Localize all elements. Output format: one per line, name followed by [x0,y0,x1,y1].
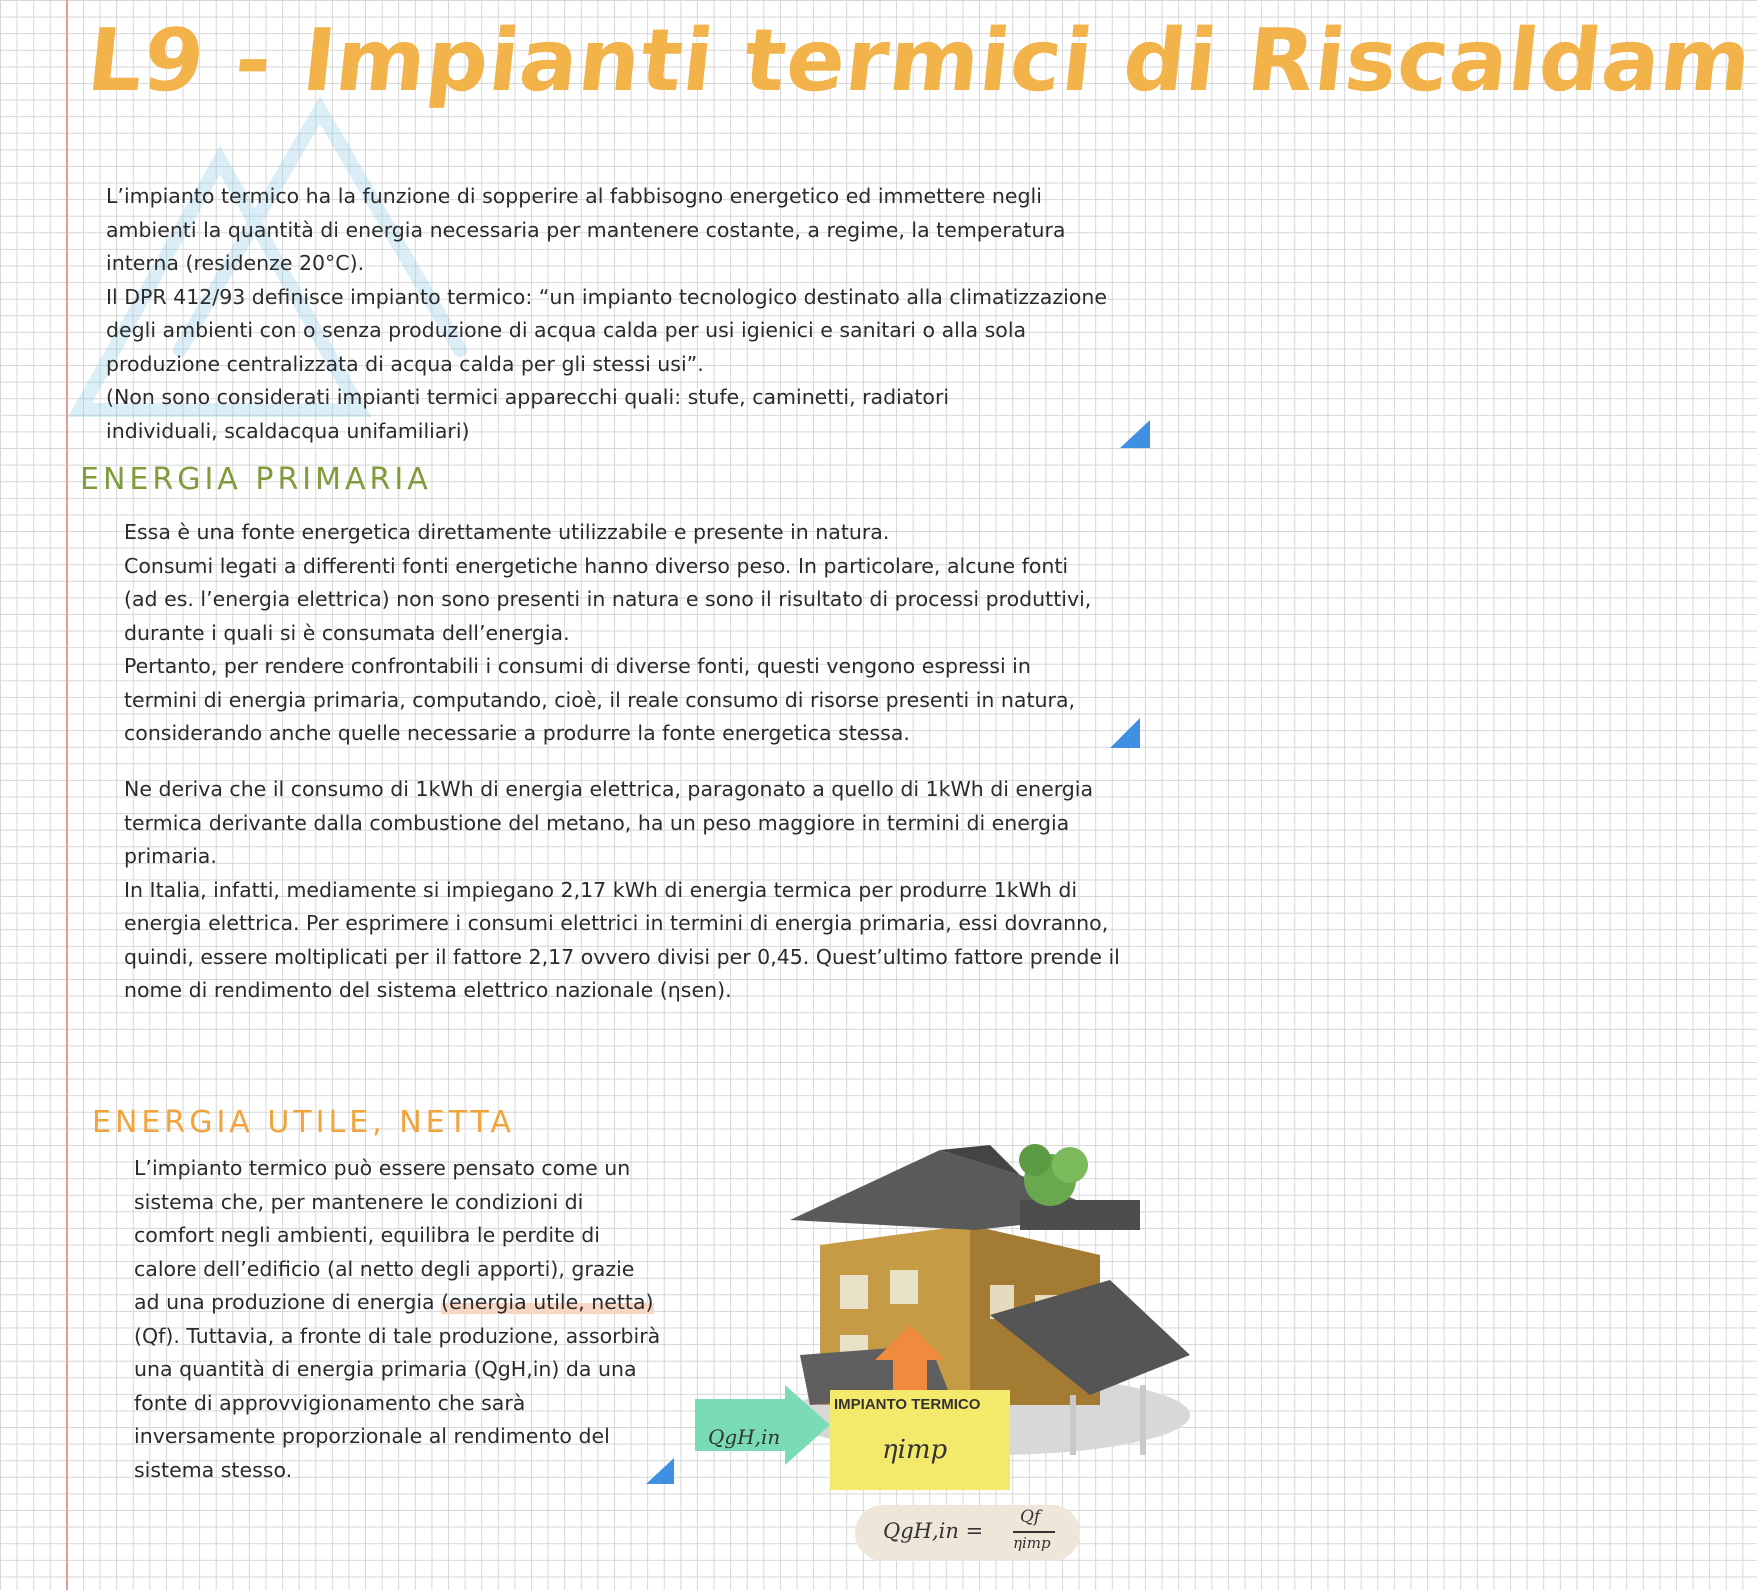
energia-primaria-block-1 [124,516,1104,751]
ep-paragraph-2: Consumi legati a differenti fonti energetiche hanno diverso peso. In particolare, alcune fonti (ad es. l’energia elettrica) non sono presenti in natura e sono il risultato di processi produttivi, durante i quali si è consumata dell’energia. [124,553,1092,645]
eu-paragraph [134,1152,664,1487]
intro-paragraph-2: Il DPR 412/93 definisce impianto termico: “un impianto tecnologico destinato alla climatizzazione degli ambienti con o senza produzione di acqua calda per usi igienici e sanitari o alla sola produzione centralizzata di acqua calda per gli stessi usi”. [106,284,1107,376]
corner-marker-icon [1110,718,1140,748]
formula-denominator: ηimp [1013,1534,1051,1552]
corner-marker-icon [646,1458,674,1484]
ep-paragraph-4: Ne deriva che il consumo di 1kWh di energia elettrica, paragonato a quello di 1kWh di energia termica derivante dalla combustione del metano, ha un peso maggiore in termini di energia primaria. [124,777,1094,868]
eu-text-highlight: (energia utile, netta) [441,1290,654,1314]
ep-paragraph-3: Pertanto, per rendere confrontabili i consumi di diverse fonti, questi vengono espressi in termini di energia primaria, computando, cioè, il reale consumo di risorse presenti in natura, considerando anche quelle necessarie a produrre la fonte energetica stessa. [124,654,1076,745]
formula-fraction-bar [1013,1531,1055,1533]
section-heading-energia-primaria: ENERGIA PRIMARIA [80,462,432,497]
input-energy-label: QgH,in [708,1425,781,1449]
formula-pill [855,1505,1080,1561]
page-title: L9 - Impianti termici di Riscaldam [82,11,1757,111]
intro-paragraph-3: (Non sono considerati impianti termici apparecchi quali: stufe, caminetti, radiatori individuali, scaldacqua unifamiliari) [106,385,950,443]
intro-text [106,180,1126,448]
eu-text-before: L’impianto termico può essere pensato come un sistema che, per mantenere le condizioni di comfort negli ambienti, equilibra le perdite di calore dell’edificio (al netto degli apporti), grazie ad una produzione di energia [134,1156,635,1314]
corner-marker-icon [1120,420,1150,448]
energia-utile-text [134,1152,664,1487]
impianto-termico-label: IMPIANTO TERMICO [834,1396,981,1413]
formula-left: QgH,in = [883,1519,984,1543]
impianto-termico-box [830,1390,1010,1490]
energia-primaria-block-2 [124,773,1124,1008]
section-heading-energia-utile: ENERGIA UTILE, NETTA [92,1105,515,1140]
ep-paragraph-1: Essa è una fonte energetica direttamente utilizzabile e presente in natura. [124,520,890,544]
intro-paragraph-1: L’impianto termico ha la funzione di sopperire al fabbisogno energetico ed immettere negli ambienti la quantità di energia necessaria per mantenere costante, a regime, la temperatura interna (residenze 20°C). [106,184,1066,275]
eu-text-after: (Qf). Tuttavia, a fronte di tale produzione, assorbirà una quantità di energia primaria (QgH,in) da una fonte di approvvigionamento che sarà inversamente proporzionale al rendimento del sistema stesso. [134,1323,661,1482]
ep-paragraph-5: In Italia, infatti, mediamente si impiegano 2,17 kWh di energia termica per produrre 1kWh di energia elettrica. Per esprimere i consumi elettrici in termini di energia primaria, essi dovranno, quindi, essere moltiplicati per il fattore 2,17 ovvero divisi per 0,45. Quest’ultimo fattore prende il nome di rendimento del sistema elettrico nazionale (ηsen). [124,877,1120,1002]
formula-numerator: Qf [1020,1507,1041,1527]
eta-imp-label: ηimp [882,1435,948,1465]
